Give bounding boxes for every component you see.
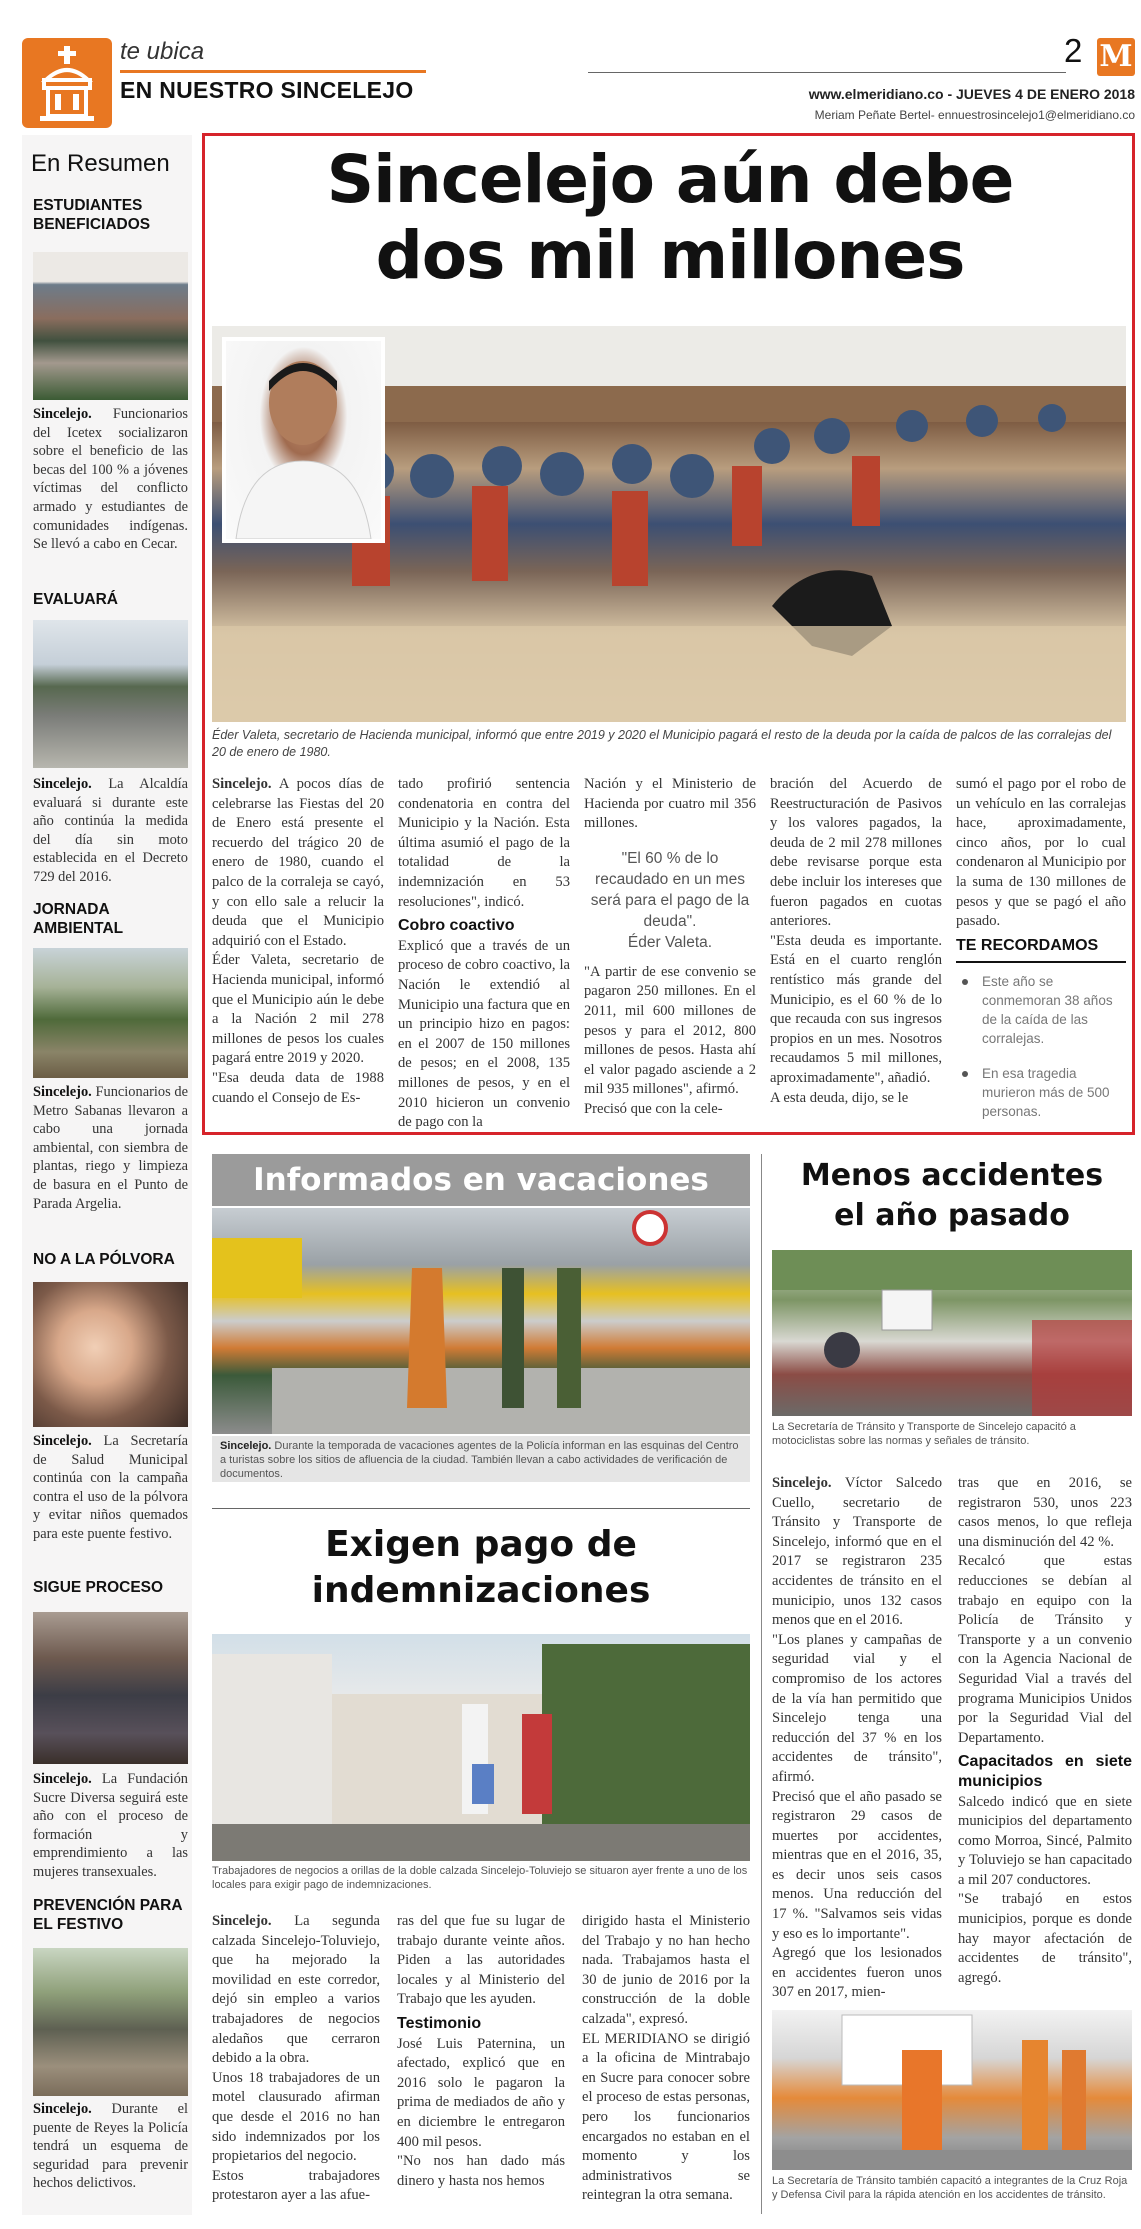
section-divider [212, 1508, 750, 1509]
sidebar-photo [33, 1948, 188, 2096]
lead-col-5 [956, 775, 1126, 932]
recall-text: Este año se conmemoran 38 años de la caída de las corralejas. [982, 974, 1113, 1046]
recall-item [956, 972, 1126, 1048]
lead-col-1 [212, 775, 384, 1108]
claim-headline-line1: Exigen pago de [325, 1524, 637, 1565]
lead-headline-line1: Sincelejo aún debe [326, 141, 1014, 218]
claim-col-1 [212, 1912, 380, 2206]
lead-col-4-text-c: A esta deuda, dijo, se le [770, 1089, 909, 1106]
lead-col-2-text-b: Explicó que a través de un proceso de cobro coactivo, la Nación le extendió al Municipio una factura que en un principio hizo en pagos: en el 2007 de 150 millones de pesos; en el 2008, 135 millones de pesos, y en el 2010 hicieron un convenio de pago con la [398, 937, 570, 1131]
logo-letter: M [1099, 39, 1133, 74]
sidebar-heading: SIGUE PROCESO [33, 1579, 164, 1596]
claim-photo [212, 1634, 750, 1861]
sidebar-photo [33, 1282, 188, 1427]
sidebar-body: La Fundación Sucre Diversa seguirá este año con el proceso de formación y emprendimiento a las mujeres transexuales. [33, 1771, 188, 1880]
sidebar-heading: ESTUDIANTES BENEFICIADOS [33, 197, 151, 233]
claim-col-1-text-c: Estos trabajadores protestaron ayer a las afue- [212, 2167, 380, 2204]
sidebar-photo [33, 948, 188, 1078]
accident-col-1-lead: Sincelejo. [772, 1475, 832, 1491]
top-rule [588, 72, 1066, 73]
claim-col-2-text-c: "No nos han dado más dinero y hasta nos hemos [397, 2153, 565, 2189]
lead-col-3-text-b: "A partir de ese convenio se pagaron 250 millones. En el 2011, mil 600 millones de pesos y para el 2012, 800 millones de pesos. Hasta ahí el valor pagado asciende a 2 mil 935 millones", afirmó. [584, 963, 756, 1098]
lead-col-3 [584, 775, 756, 1120]
vacation-caption-text: Durante la temporada de vacaciones agentes de la Policía informan en las esquinas del Centro a turistas sobre los sitios de afluencia de la ciudad. También llevan a cabo actividades de verificación de documentos. [220, 1440, 739, 1480]
sidebar-photo [33, 252, 188, 400]
lead-col-3-text: Nación y el Ministerio de Hacienda por cuatro mil 356 millones. [584, 776, 756, 832]
sidebar-lead: Sincelejo. [33, 2101, 92, 2117]
lead-col-1-text-b: Éder Valeta, secretario de Hacienda municipal, informó que el Municipio aún le debe a la Nación 2 mil 278 millones de pesos los cuales pagará entre 2019 y 2020. [212, 952, 384, 1067]
sidebar-body: Funcionarios del Icetex socializaron sobre el beneficio de las becas del 100 % a jóvenes víctimas del conflicto armado y estudiantes de comunidades indígenas. Se llevó a cabo en Cecar. [33, 406, 188, 553]
lead-headline [210, 142, 1130, 294]
accident-col-2-text-d: "Se trabajó en estos municipios, porque es donde hay mayor afectación de accidentes de tránsito", agregó. [958, 1891, 1132, 1986]
sidebar-lead: Sincelejo. [33, 1084, 92, 1100]
lead-col-1-para [212, 775, 384, 951]
sidebar-heading: NO A LA PÓLVORA [33, 1251, 175, 1268]
sidebar-text [33, 2100, 188, 2193]
accident-col-2-text-b: Recalcó que estas reducciones se debían al trabajo en equipo con la Policía de Tránsito y Transporte y a un convenio con la Agencia Nacional de Seguridad Vial a través del programa Municipios Unidos por la Seguridad Vial del Departamento. [958, 1553, 1132, 1746]
tagline-rule [120, 70, 426, 73]
accident-col-1-text-b: "Los planes y campañas de seguridad vial y el compromiso de los actores de la vía han permitido que Sincelejo tenga una reducción del 37 % en los accidentes de tránsito", afirmó. [772, 1631, 942, 1785]
accident-col-2-text: tras que en 2016, se registraron 530, unos 223 casos menos, lo que refleja una disminución del 42 %. [958, 1475, 1132, 1550]
sidebar-text [33, 1770, 188, 1882]
accident-col-1 [772, 1474, 942, 2003]
masthead [0, 0, 1141, 125]
recall-title: TE RECORDAMOS [956, 937, 1099, 954]
pull-quote-author: Éder Valeta. [627, 933, 713, 951]
recall-text: En esa tragedia murieron más de 500 personas. [982, 1066, 1110, 1119]
sidebar-body: Durante el puente de Reyes la Policía tendrá un esquema de seguridad para prevenir hechos delictivos. [33, 2101, 188, 2192]
lead-col-4 [770, 775, 942, 1108]
accident-col-1-text-c: Precisó que el año pasado se registraron 29 casos de muertes por accidentes, mientras que en el 2016, 35, es decir unos seis casos menos. Una reducción del 17 %. "Salvamos seis vidas y eso es lo importante". [772, 1788, 942, 1942]
sidebar-photo [33, 1612, 188, 1764]
lead-col-4-text-b: "Esta deuda es importante. Está en el cuarto renglón rentístico más grande del Municipio, es el 60 % de lo que recauda con sus ingresos propios en un mes. Nosotros recaudamos 5 mil millones, aproximadamente", añadió. [770, 932, 942, 1086]
church-icon [22, 38, 112, 128]
column-divider [761, 1154, 762, 2214]
sidebar-photo [33, 620, 188, 768]
sidebar-lead: Sincelejo. [33, 406, 92, 422]
lead-col-2-text: tado profirió sentencia condenatoria en contra del Municipio y la Nación. Esta última asumió el pago de la totalidad de la indemnización en 53 resoluciones", indicó. [398, 776, 570, 910]
claim-col-3-text-b: EL MERIDIANO se dirigió a la oficina de Mintrabajo en Sucre para conocer sobre el proceso de estas personas, pero los funcionarios encargados no estaban en el momento y los administrativos se reintegran la otra semana. [582, 2030, 750, 2204]
accident-col-2 [958, 1474, 1132, 1988]
claim-headline [212, 1522, 750, 1614]
claim-col-2-text-b: José Luis Paternina, un afectado, explicó que en 2016 solo le pagaron la prima de mediados de año y en diciembre le entregaron 400 mil pesos. [397, 2035, 565, 2150]
accident-headline-line1: Menos accidentes [800, 1158, 1104, 1193]
sidebar-body: Funcionarios de Metro Sabanas llevaron a cabo una jornada ambiental, con siembra de plantas, riego y limpieza de basura en el Punto de Parada Argelia. [33, 1084, 188, 1212]
sidebar-heading: PREVENCIÓN PARA EL FESTIVO [33, 1897, 182, 1933]
sidebar-body: La Alcaldía evaluará si durante este año continúa la medida del día sin moto establecida en el Decreto 729 del 2016. [33, 776, 188, 885]
sidebar-heading: EVALUARÁ [33, 591, 118, 608]
sidebar-text [33, 1083, 188, 1213]
accident-caption: La Secretaría de Tránsito y Transporte de Sincelejo capacitó a motociclistas sobre las normas y señales de tránsito. [772, 1421, 1076, 1447]
claim-caption: Trabajadores de negocios a orillas de la doble calzada Sincelejo-Toluviejo se situaron ayer frente a uno de los locales para exigir pago de indemnizaciones. [212, 1865, 748, 1891]
vacation-caption-lead: Sincelejo. [220, 1440, 272, 1452]
sidebar-body: La Secretaría de Salud Municipal continúa con la campaña contra el uso de la pólvora y evitar niños quemados para este puente festivo. [33, 1433, 188, 1542]
lead-col-1-lead: Sincelejo. [212, 776, 272, 792]
claim-col-3 [582, 1912, 750, 2206]
logo [1097, 38, 1135, 76]
accident-col-1-para [772, 1474, 942, 1631]
pull-quote [590, 848, 750, 953]
recall-list [956, 972, 1126, 1121]
sidebar-lead: Sincelejo. [33, 1433, 92, 1449]
claim-col-2 [397, 1912, 565, 2191]
vacation-caption [212, 1436, 750, 1482]
lead-col-4-text: bración del Acuerdo de Reestructuración de Pasivos y los valores pagados, la deuda de 2 mil 278 millones debe revisarse porque esta debe incluir los intereses que fueron pagados en cuotas anteriores. [770, 776, 942, 930]
accident-photo-2 [772, 2010, 1132, 2170]
portrait-photo [222, 337, 385, 543]
accident-photo [772, 1250, 1132, 1416]
claim-subhead: Testimonio [397, 2014, 482, 2032]
vacation-headline: Informados en vacaciones [253, 1162, 709, 1198]
page-number: 2 [1064, 32, 1083, 69]
claim-headline-line2: indemnizaciones [311, 1570, 651, 1611]
site-date: www.elmeridiano.co - JUEVES 4 DE ENERO 2018 [808, 86, 1135, 102]
sidebar-text [33, 775, 188, 887]
recall-item [956, 1064, 1126, 1121]
sidebar-lead: Sincelejo. [33, 776, 92, 792]
lead-col-5-text: sumó el pago por el robo de un vehículo en las corralejas hace, aproximadamente, cinco años, por lo cual condenaron al Municipio por la suma de 130 millones de pesos y que se pagó el año pasado. [956, 776, 1126, 930]
sidebar-title: En Resumen [31, 150, 170, 177]
bullet-icon [962, 1071, 968, 1077]
sidebar-lead: Sincelejo. [33, 1771, 92, 1787]
lead-subhead: Cobro coactivo [398, 917, 515, 935]
claim-col-3-text: dirigido hasta el Ministerio del Trabajo y no han hecho nada. Trabajamos hasta el 30 de junio de 2016 por la construcción de la doble calzada", expresó. [582, 1913, 750, 2027]
bullet-icon [962, 979, 968, 985]
vacation-photo [212, 1208, 750, 1434]
byline: Meriam Peñate Bertel- ennuestrosincelejo1@elmeridiano.co [814, 108, 1135, 122]
pull-quote-text: "El 60 % de lo recaudado en un mes será para el pago de la deuda". [590, 849, 750, 930]
lead-col-3-text-c: Precisó que con la cele- [584, 1100, 723, 1117]
accident-headline-line2: el año pasado [834, 1198, 1070, 1233]
lead-caption: Éder Valeta, secretario de Hacienda municipal, informó que entre 2019 y 2020 el Municipio pagará el resto de la deuda por la caída de palcos de las corralejas del 20 de enero de 1980. [212, 728, 1112, 759]
accident-caption-2: La Secretaría de Tránsito también capacitó a integrantes de la Cruz Roja y Defensa Civil para la rápida atención en los accidentes de tránsito. [772, 2175, 1128, 2201]
accident-col-2-text-c: Salcedo indicó que en siete municipios del departamento como Morroa, Sincé, Palmito y Toluviejo se han capacitado a mil 207 conductores. [958, 1793, 1132, 1888]
claim-col-1-para [212, 1912, 380, 2069]
claim-col-1-text: La segunda calzada Sincelejo-Toluviejo, que ha mejorado la movilidad en este corredor, dejó sin empleo a varios trabajadores de negocios aledaños que cerraron debido a la obra. [212, 1913, 380, 2067]
sidebar-text [33, 1432, 188, 1544]
sidebar-text [33, 405, 188, 554]
claim-col-1-text-b: Unos 18 trabajadores de un motel clausurado afirman que desde el 2016 no han sido indemnizados por los propietarios del negocio. [212, 2069, 380, 2165]
claim-col-1-lead: Sincelejo. [212, 1913, 272, 1929]
lead-headline-line2: dos mil millones [375, 217, 965, 294]
accident-headline [772, 1156, 1132, 1236]
tagline: te ubica [120, 38, 205, 65]
accident-col-1-text: Víctor Salcedo Cuello, secretario de Tránsito y Transporte de Sincelejo, informó que en el 2017 se registraron 235 accidentes de tránsito en el municipio, unos 132 casos menos que en el 2016. [772, 1475, 942, 1629]
claim-col-2-text: ras del que fue su lugar de trabajo durante veinte años. Piden a las autoridades locales y al Ministerio del Trabajo que les ayuden. [397, 1913, 565, 2008]
lead-col-2 [398, 775, 570, 1133]
sidebar-heading: JORNADA AMBIENTAL [33, 901, 124, 937]
accident-col-1-text-d: Agregó que los lesionados en accidentes fueron unos 307 en 2017, mien- [772, 1945, 942, 2001]
lead-col-1-text-c: "Esa deuda data de 1988 cuando el Consejo de Es- [212, 1069, 384, 1106]
recall-rule [956, 961, 1126, 963]
accident-subhead: Capacitados en siete municipios [958, 1753, 1132, 1790]
section-title: EN NUESTRO SINCELEJO [120, 77, 414, 103]
lead-col-1-text: A pocos días de celebrarse las Fiestas del 20 de Enero está presente el recuerdo del trágico 20 de enero de 1980, cuando el palco de la corraleja se cayó, y con ello sale a relucir la deuda que el Municipio adquirió con el Estado. [212, 776, 384, 949]
